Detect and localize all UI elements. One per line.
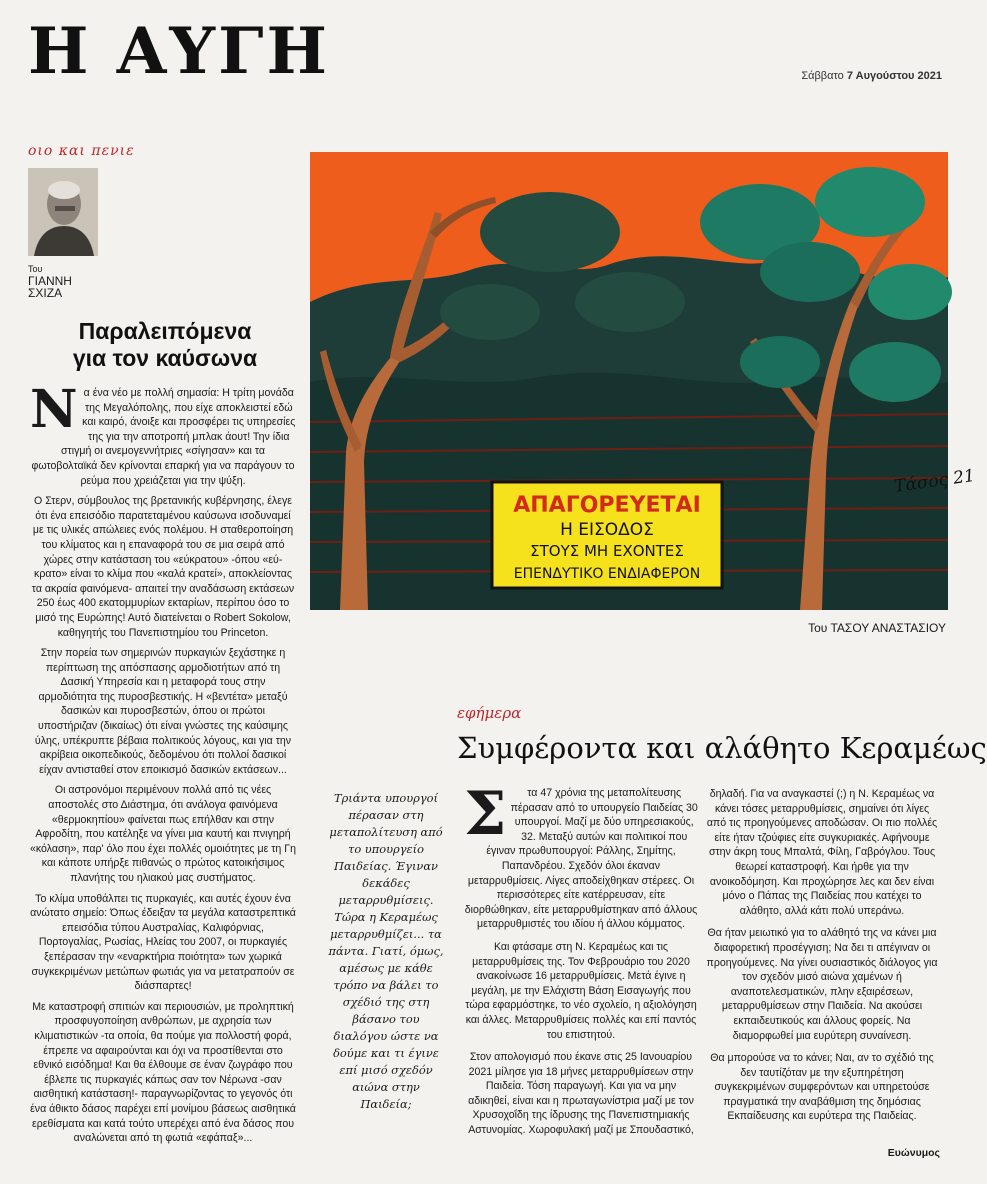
column-dropcap: Ν (30, 379, 78, 440)
article-signoff: Ευώνυμος (887, 1147, 940, 1159)
sign-line-2: Η ΕΙΣΟΔΟΣ (560, 520, 654, 540)
column-title-line1: Παραλειπόμενα (78, 318, 252, 344)
article-paragraph-text: τα 47 χρόνια της μεταπολίτευσης πέρασαν από το υπουργείο Παιδείας 30 υπουργοί. Μαζί με δύο υπηρεσιακούς, 32. Μεταξύ αυτών και πολιτικοί που έγιναν πρωθυπουργοί: Ράλλης, Σημίτης, Παπανδρέου. Σχεδόν όλοι έκαναν μεταρρυθμίσεις. Λίγες αποδείχθηκαν στέρεες. Οι περισσότερες είτε κατέρρευσαν, είτε διορθώθηκαν, είτε μεταρρυθμίστηκαν από άλλους μεταρρυθμιστές του ιδίου ή άλλου κόμματος. (464, 787, 698, 931)
column-paragraph: Ο Στερν, σύμβουλος της βρετανικής κυβέρνησης, έλεγε ότι ένα επεισόδιο παρατεταμένου καύσωνα ισοδυναμεί με τις υλικές απώλειες ενός πολέμου. Η σταθεροποίηση του κλίματος και η επαναφορά του σε μια σειρά από χώρες στην κατάσταση του «εύκρατου» -όπου «εύ-κρατο» είναι το κλίμα που «καλά κρατεί», αποκλείοντας τα ακραία φαινόμενα- απαιτεί την αναδάσωση εκτάσεων 250 έως 400 εκατομμυρίων εκταρίων, περίπου όσο το μισό της Ευρώπης! Αυτό διατείνεται ο Robert Sokolow, καθηγητής του Πανεπιστημίου του Princeton. (31, 495, 295, 639)
column-title-line2: για τον καύσωνα (72, 345, 258, 371)
column-paragraph: Με καταστροφή σπιτιών και περιουσιών, με προληπτική προσφυγοποίηση ανθρώπων, με αχρησία των κλιματιστικών -τα οποία, θα πούμε για πολλοστή φορά, έπρεπε να αφαιρούνται και όχι να προστίθενται στο εθνικό εισόδημα! Και θα έλθουμε σε έναν ζωγράφο που έβλεπε τις πυρκαγιές κάπως σαν τον Νέρωνα -σαν αισθητική κατάσταση!- παραγνωρίζοντας το γεγονός ότι ένα άθικτο δάσος παρέχει επί μονίμου βάσεως αισθητικά ερεθίσματα και κατά τούτο υπερέχει από ένα δάσος που αναλώνεται από τη φωτιά «εφάπαξ»... (30, 1000, 296, 1145)
pull-quote: Τριάντα υπουργοί πέρασαν στη μεταπολίτευση από το υπουργείο Παιδείας. Έγιναν δεκάδες μεταρρυθμίσεις. Τώρα η Κεραμέως μεταρρυθμίζει... τα πάντα. Γιατί, όμως, αμέσως με κάθε τρόπο να βάλει το σχέδιό της στη βάσανο του διαλόγου ώστε να δούμε και τι έγινε επί μισό σχεδόν αιώνα στην Παιδεία; (328, 791, 444, 1111)
column-paragraph: Οι αστρονόμοι περιμένουν πολλά από τις νέες αποστολές στο Διάστημα, ότι ανάλογα φαινόμενα «θερμοκηπίου» φαίνεται πως επήλθαν και στην Αφροδίτη, που κατέληξε να γίνει μια καυτή και πνιγηρή «κόλαση», παρ' όλο που έχει πολλές ομοιότητες με τη Γη και κάποτε υπήρξε πιθανώς ο πρώτος κατοικήσιμος πλανήτης του ηλιακού μας συστήματος. (30, 784, 296, 884)
author-prefix: Του (28, 264, 43, 274)
column-title (30, 318, 300, 372)
cartoon (310, 152, 977, 610)
author-first-name: ΓΙΑΝΝΗ (28, 274, 72, 288)
column-paragraph: Στην πορεία των σημερινών πυρκαγιών ξεχάστηκε η περίπτωση της απόσπασης αρμοδιοτήτων από τη Δασική Υπηρεσία και η μεταφορά τους στην αρμοδιότητα της πυροσβεστικής. Η «βεντέτα» μεταξύ δασικών και πυροσβεστών, όπου οι πρώτοι υποστήριζαν (δικαίως) ότι είναι γνώστες της καύσιμης ύλης, υπέκρυπτε βέβαια πολιτικούς λόγους, και για την ακρίβεια οικοπεδικούς, δεδομένου ότι πολλοί δασικοί είχαν αντισταθεί στον εποικισμό δασικών εκτάσεων... (34, 647, 292, 776)
author-last-name: ΣΧΙΖΑ (28, 286, 63, 300)
cartoon-credit-prefix: Του (808, 621, 828, 635)
article-paragraph: Και φτάσαμε στη Ν. Κεραμέως και τις μεταρρυθμίσεις της. Τον Φεβρουάριο του 2020 ανακοίνωσε 16 μεταρρυθμίσεις. Μετά έγινε η μεγάλη, με την Ελάχιστη Βάση Εισαγωγής που τώρα εφαρμόστηκε, το νέο σχολείο, η αξιολόγηση και άλλες. Μεταρρυθμίσεις πολλές και επί παντός του επιστητού. (465, 940, 697, 1041)
column-paragraph-text: α ένα νέο με πολλή σημασία: Η τρίτη μονάδα της Μεγαλόπολης, που είχε αποκλειστεί εδώ και καιρό, άνοιξε και προσφέρει τις υπηρεσίες της για την αποτροπή μπλακ άουτ! Την ίδια στιγμή οι ανεμογεννήτριες «σίγησαν» και τα φωτοβολταϊκά δεν κρίνονται επαρκή για να παράγουν το ρεύμα που χρειάζεται για την ψύξη. (31, 387, 296, 487)
article-title: Συμφέροντα και αλάθητο Κεραμέως (457, 731, 987, 765)
article-dropcap: Σ (464, 779, 507, 849)
cartoon-credit-name: ΤΑΣΟΥ ΑΝΑΣΤΑΣΙΟΥ (830, 621, 946, 635)
article-paragraph: Θα ήταν μειωτικό για το αλάθητό της να κάνει μια διαφορετική προσέγγιση; Να δει τι απέγιναν οι προηγούμενες. Να γίνει ουσιαστικός διάλογος για τον σχεδόν μισό αιώνα χαμένων ή αναποτελεσματικών, πλην εξαιρέσεων, μεταρρυθμίσεων στην Παιδεία. Να ακούσει εκπαιδευτικούς και άλλους φορείς. Να διαμορφωθεί μια ευρύτερη συναίνεση. (706, 927, 938, 1042)
masthead: Η ΑΥΓΗ (28, 14, 330, 89)
date-day: Σάββατο (801, 70, 844, 82)
dateline (801, 70, 942, 82)
article-paragraph: δηλαδή. Για να αναγκαστεί (;) η Ν. Κεραμέως να κάνει τόσες μεταρρυθμίσεις, σημαίνει ότι λίγες από τις προηγούμενες αποδώσαν. Οι πιο πολλές είτε ήταν τζούφιες είτε συγκυριακές. Αφήνουμε στην άκρη τους Μπαλτά, Φίλη, Γαβρόγλου. Τους θεωρεί καταστροφή. Και ήρθε για την ανοικοδόμηση. Και προχώρησε λες και δεν είναι μόνο ο Πάπας της Παιδείας που κατέχει το αλάθητο, αλλά κάτι πολύ υπεράνω. (706, 788, 938, 917)
article-paragraph (464, 779, 698, 932)
column-paragraph: Το κλίμα υποθάλπει τις πυρκαγιές, και αυτές έχουν ένα ανώτατο σημείο: Όπως έδειξαν τα μεγάλα καταστρεπτικά επεισόδια τύπου Αυστραλίας, Καλιφόρνιας, Πορτογαλίας, Ρωσίας, Ηλείας του 2007, οι πυρκαγιές ξεπέρασαν την «εναρκτήρια ποιότητα» των χωρικά συγκεκριμένων μετώπων φωτιάς για να μετατραπούν σε διάσπαρτες! (30, 892, 296, 993)
column-kicker: οιο και πενιε (28, 143, 135, 159)
sign-line-1: ΑΠΑΓΟΡΕΥΕΤΑΙ (513, 493, 701, 518)
sign-line-4: ΕΠΕΝΔΥΤΙΚΟ ΕΝΔΙΑΦΕΡΟΝ (513, 566, 701, 582)
sign-line-3: ΣΤΟΥΣ ΜΗ ΕΧΟΝΤΕΣ (530, 542, 684, 560)
author-photo (28, 168, 98, 256)
article-paragraph: Θα μπορούσε να το κάνει; Ναι, αν το σχέδιό της δεν ταυτίζόταν με την εξυπηρέτηση συγκεκριμένων συμφερόντων και υπηρετούσε πραγματικά την αναβάθμιση της δημόσιας Εκπαίδευσης και ευρύτερα της Παιδείας. (710, 1052, 934, 1123)
article-kicker: εφήμερα (457, 704, 522, 722)
article-body-column-2 (706, 787, 938, 1132)
cartoonist-signature: Τάσος 21 (892, 465, 977, 497)
author-portrait-icon (28, 168, 98, 256)
column-body (30, 379, 296, 1152)
article-paragraph: Στον απολογισμό που έκανε στις 25 Ιανουαρίου 2021 μίλησε για 18 μήνες μεταρρυθμίσεων στην Παιδεία. Τόση παραγωγή. Και για να μην αδικηθεί, είναι και η πρωταγωνίστρια μαζί με τον Χρυσοχοΐδη της ίδρυσης της Πανεπιστημιακής Αστυνομίας. Χωροφυλακή μαζί με Σπουδαστικό, (468, 1051, 694, 1137)
author-byline (28, 263, 72, 299)
no-entry-sign (492, 482, 722, 588)
column-paragraph (30, 379, 296, 488)
date-rest: 7 Αυγούστου 2021 (846, 70, 942, 82)
article-body-column-1 (464, 779, 698, 1146)
cartoon-credit (808, 621, 946, 635)
